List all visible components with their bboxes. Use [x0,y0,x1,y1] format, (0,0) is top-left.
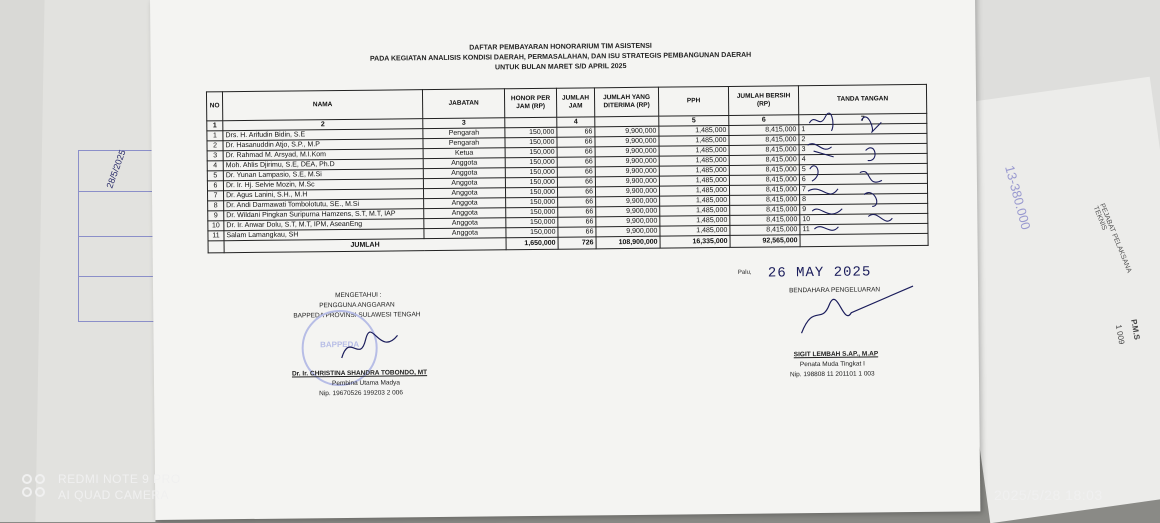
signature-6 [860,171,882,182]
col-header: NAMA [222,90,422,121]
cell-honor: 150,000 [505,157,557,168]
signature-11 [814,226,838,230]
signature-3 [808,143,834,157]
doc-title-line-1: DAFTAR PEMBAYARAN HONORARIUM TIM ASISTENSI [469,42,652,52]
cell-jabatan: Pengarah [423,138,505,149]
cell-ttd: 10 [800,213,928,224]
col-number: 5 [659,115,729,126]
cell-nama: Dr. Hasanuddin Atjo, S.P., M.P [223,139,423,151]
cell-ttd: 3 [799,143,927,154]
right-sign-rank: Penata Muda Tingkat I [799,360,865,369]
cell-nama: Dr. Andi Darmawati Tombolotutu, SE., M.Si [224,199,424,211]
cell-jam: 66 [557,137,595,147]
col-header: NO [206,92,222,121]
col-header: JUMLAH YANG DITERIMA (RP) [594,87,658,117]
cell-ttd: 9 [800,203,928,214]
col-number: 2 [223,119,423,131]
cell-pph: 1,485,000 [659,125,729,136]
cell-pph: 1,485,000 [659,165,729,176]
col-number [595,116,659,127]
cell-bersih: 8,415,000 [730,195,800,206]
cell-honor: 150,000 [506,227,558,238]
signature-8 [864,193,877,207]
cell-no: 6 [207,181,223,191]
cell-diterima: 9,900,000 [596,206,660,217]
col-number: 7 [799,113,927,124]
cell-bersih: 8,415,000 [729,135,799,146]
cell-ttd: 6 [799,173,927,184]
left-sign-name: Dr. Ir. CHRISTINA SHANDRA TOBONDO, MT [291,369,428,378]
cell-no: 8 [208,201,224,211]
cell-nama: Dr. Agus Lanini, S.H., M.H [224,189,424,201]
cell-jam: 66 [557,127,595,137]
cell-nama: Dr. Wildani Pingkan Suripurna Hamzens, S.T, M.T, IAP [224,209,424,221]
cell-jabatan: Anggota [423,178,505,189]
right-sign-name: SIGIT LEMBAH S.AP., M.AP [793,350,879,359]
cell-jam: 66 [557,167,595,177]
cell-nama: Dr. Rahmad M. Arsyad, M.I.Kom [223,149,423,161]
cell-pph: 1,485,000 [660,215,730,226]
cell-honor: 150,000 [505,187,557,198]
doc-title-line-2: PADA KEGIATAN ANALISIS KONDISI DAERAH, PERMASALAHAN, DAN ISU STRATEGIS PEMBANGUNAN DAERAH [369,51,752,63]
cell-nama: Dr. Ir. Hj. Selvie Mozin, M.Sc [223,179,423,191]
cell-ttd: 8 [800,193,928,204]
cell-jam: 66 [558,227,596,237]
signature-9 [812,209,842,214]
total-bersih: 92,565,000 [730,235,800,248]
cell-diterima: 9,900,000 [595,146,659,157]
cell-diterima: 9,900,000 [595,186,659,197]
cell-diterima: 9,900,000 [596,226,660,237]
cell-bersih: 8,415,000 [729,125,799,136]
left-form-grid [78,150,161,322]
cell-honor: 150,000 [505,147,557,158]
cell-jabatan: Anggota [423,168,505,179]
cell-jabatan: Ketua [423,148,505,159]
cell-jam: 66 [557,177,595,187]
cell-pph: 1,485,000 [659,175,729,186]
stamp-text: BAPPEDA [320,339,360,350]
right-page-vertical-text: PEJABAT PELAKSANA TEKNIS [1091,202,1133,274]
col-number [505,117,557,128]
camera-model: REDMI NOTE 9 PRO [58,472,181,486]
left-sign-line-2: PENGGUNA ANGGARAN [319,301,395,310]
cell-bersih: 8,415,000 [729,175,799,186]
left-page-handwritten-date: 28/5/2025 [104,148,128,190]
total-diterima: 108,900,000 [596,236,660,249]
cell-honor: 150,000 [505,127,557,138]
cell-ttd: 7 [799,183,927,194]
payment-document [150,0,980,520]
cell-pph: 1,485,000 [659,145,729,156]
cell-jam: 66 [557,147,595,157]
col-header: TANDA TANGAN [798,84,926,114]
cell-diterima: 9,900,000 [595,176,659,187]
cell-jabatan: Anggota [423,188,505,199]
cell-pph: 1,485,000 [659,185,729,196]
cell-nama: Moh. Ahlis Djirimu, S.E, DEA, Ph.D [223,159,423,171]
right-page-scrawl: 13-380.000 [1002,163,1034,232]
cell-diterima: 9,900,000 [595,126,659,137]
left-sign-line-1: MENGETAHUI : [335,291,382,300]
cell-bersih: 8,415,000 [729,155,799,166]
cell-no: 1 [207,131,223,141]
left-sign-rank: Pembina Utama Madya [331,379,400,388]
total-jam: 726 [558,237,596,249]
doc-title-line-3: UNTUK BULAN MARET S/D APRIL 2025 [494,63,627,72]
col-header: JUMLAH JAM [556,88,594,117]
cell-nama: Drs. H. Arifudin Bidin, S.E [223,129,423,141]
cell-no: 5 [207,171,223,181]
cell-honor: 150,000 [506,207,558,218]
col-header: HONOR PER JAM (RP) [504,88,556,118]
cell-jam: 66 [557,157,595,167]
cell-no: 9 [208,211,224,221]
cell-no: 4 [207,161,223,171]
cell-jabatan: Anggota [424,198,506,209]
right-sign-nip: Nip. 198808 11 201101 1 003 [789,370,875,379]
cell-jam: 66 [558,217,596,227]
cell-ttd: 5 [799,163,927,174]
cell-pph: 1,485,000 [660,195,730,206]
cell-jabatan: Anggota [423,158,505,169]
cell-no: 2 [207,141,223,151]
right-page-small-2: P.M.S [1129,318,1142,341]
cell-bersih: 8,415,000 [730,225,800,236]
cell-ttd: 11 [800,223,928,234]
cell-ttd: 4 [799,153,927,164]
cell-diterima: 9,900,000 [595,136,659,147]
cell-no: 3 [207,151,223,161]
cell-bersih: 8,415,000 [730,205,800,216]
col-header: JABATAN [422,89,504,119]
camera-logo-icon [22,474,48,500]
cell-jam: 66 [558,197,596,207]
col-number: 6 [729,115,799,126]
cell-nama: Dr. Yunan Lampasio, S.E, M.Si [223,169,423,181]
cell-no: 10 [208,221,224,231]
cell-bersih: 8,415,000 [729,185,799,196]
cell-honor: 150,000 [505,137,557,148]
cell-nama: Dr. Ir. Anwar Dolu, S.T, M.T, IPM, AseanEng [224,219,424,231]
cell-pph: 1,485,000 [660,205,730,216]
cell-bersih: 8,415,000 [730,215,800,226]
cell-diterima: 9,900,000 [596,196,660,207]
cell-jabatan: Pengarah [423,128,505,139]
right-page-small-1: 1 009 [1113,323,1127,346]
right-signature [793,282,924,343]
signature-5 [810,166,818,181]
cell-no: 11 [208,231,224,241]
signature-4 [866,148,876,161]
cell-no: 7 [208,191,224,201]
right-sign-title: BENDAHARA PENGELUARAN [789,286,881,295]
cell-jam: 66 [557,187,595,197]
cell-bersih: 8,415,000 [729,165,799,176]
left-sign-nip: Nip. 19670526 199203 2 006 [319,389,404,398]
cell-jabatan: Anggota [424,208,506,219]
cell-pph: 1,485,000 [660,225,730,236]
cell-honor: 150,000 [506,217,558,228]
col-header: PPH [658,86,728,116]
col-number: 4 [557,117,595,127]
col-number: 3 [423,118,505,129]
cell-jabatan: Anggota [424,228,506,239]
stamped-date: 26 MAY 2025 [767,264,872,282]
left-signature [335,327,405,368]
total-honor: 1,650,000 [506,237,558,250]
cell-jam: 66 [558,207,596,217]
cell-jabatan: Anggota [424,218,506,229]
signature-10 [868,214,892,221]
cell-honor: 150,000 [506,197,558,208]
place-label: Palu, [737,269,752,276]
camera-timestamp: 2025/5/28 18:03 [994,487,1103,503]
cell-diterima: 9,900,000 [596,216,660,227]
cell-diterima: 9,900,000 [595,166,659,177]
col-number: 1 [207,121,223,131]
member-signatures [801,110,942,241]
signature-1 [809,113,833,131]
cell-honor: 150,000 [505,177,557,188]
left-sign-line-3: BAPPEDA PROVINSI SULAWESI TENGAH [293,311,421,320]
cell-nama: Salam Lamangkau, SH [224,229,424,241]
col-header: JUMLAH BERSIH (RP) [728,86,798,116]
cell-ttd: 2 [799,133,927,144]
signature-2 [861,117,881,133]
cell-diterima: 9,900,000 [595,156,659,167]
cell-bersih: 8,415,000 [729,145,799,156]
total-pph: 16,335,000 [660,235,730,248]
cell-pph: 1,485,000 [659,155,729,166]
cell-honor: 150,000 [505,167,557,178]
total-label: JUMLAH [224,238,506,253]
cell-pph: 1,485,000 [659,135,729,146]
cell-ttd: 1 [799,123,927,134]
signature-7 [808,189,838,194]
camera-sub: AI QUAD CAMERA [58,488,170,502]
